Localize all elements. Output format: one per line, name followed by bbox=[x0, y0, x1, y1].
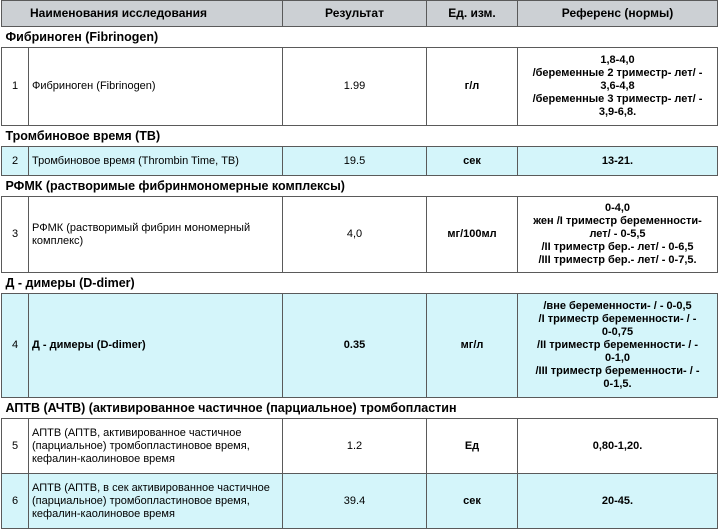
test-unit: г/л bbox=[427, 48, 518, 126]
test-unit: Ед bbox=[427, 419, 518, 474]
test-name: Д - димеры (D-dimer) bbox=[29, 294, 283, 398]
section-header bbox=[2, 126, 718, 147]
reference-line: 20-45. bbox=[601, 494, 634, 507]
reference-line: 13-21. bbox=[601, 154, 634, 167]
test-result: 19.5 bbox=[283, 147, 427, 176]
test-name: АПТВ (АПТВ, в сек активированное частичное (парциальное) тромбопластиновое время, кефалин-каолиновое время bbox=[29, 474, 283, 529]
section-title: Фибриноген (Fibrinogen) bbox=[2, 27, 718, 48]
table-row bbox=[2, 147, 718, 176]
reference-line: 0-1,0 bbox=[604, 352, 631, 364]
table-row bbox=[2, 419, 718, 474]
section-header bbox=[2, 398, 718, 419]
test-name: Фибриноген (Fibrinogen) bbox=[29, 48, 283, 126]
header-reference: Референс (нормы) bbox=[518, 1, 718, 27]
section-title: Тромбиновое время (ТВ) bbox=[2, 126, 718, 147]
table-row bbox=[2, 294, 718, 398]
test-name: АПТВ (АПТВ, активированное частичное (парциальное) тромбопластиновое время, кефалин-каолиновое время bbox=[29, 419, 283, 474]
test-name: Тромбиновое время (Thrombin Time, ТВ) bbox=[29, 147, 283, 176]
test-result: 39.4 bbox=[283, 474, 427, 529]
test-unit: мг/л bbox=[427, 294, 518, 398]
test-unit: сек bbox=[427, 474, 518, 529]
row-number: 6 bbox=[2, 474, 29, 529]
reference-line: /III триместр беременности- / - bbox=[535, 365, 700, 377]
reference-line: 0-0,75 bbox=[601, 326, 634, 338]
reference-line: 3,9-6,8. bbox=[598, 106, 637, 118]
header-result: Результат bbox=[283, 1, 427, 27]
reference-line: 3,6-4,8 bbox=[600, 80, 635, 92]
reference-line: /II триместр бер.- лет/ - 0-6,5 bbox=[541, 241, 694, 253]
row-number: 5 bbox=[2, 419, 29, 474]
row-number: 3 bbox=[2, 197, 29, 273]
test-result: 4,0 bbox=[283, 197, 427, 273]
test-reference bbox=[518, 294, 718, 398]
reference-line: жен /I триместр беременности- bbox=[533, 215, 702, 227]
header-row bbox=[2, 1, 718, 27]
reference-line: /беременные 2 триместр- лет/ - bbox=[532, 67, 703, 79]
test-reference bbox=[518, 48, 718, 126]
header-unit: Ед. изм. bbox=[427, 1, 518, 27]
table-row bbox=[2, 474, 718, 529]
table-row bbox=[2, 48, 718, 126]
reference-line: лет/ - 0-5,5 bbox=[589, 228, 646, 240]
reference-line: /I триместр беременности- / - bbox=[538, 313, 697, 325]
reference-line: 0-4,0 bbox=[604, 202, 631, 214]
row-number: 1 bbox=[2, 48, 29, 126]
row-number: 2 bbox=[2, 147, 29, 176]
test-result: 1.2 bbox=[283, 419, 427, 474]
reference-line: /вне беременности- / - 0-0,5 bbox=[543, 300, 692, 312]
reference-line: /II триместр беременности- / - bbox=[537, 339, 698, 351]
section-title: Д - димеры (D-dimer) bbox=[2, 273, 718, 294]
section-title: АПТВ (АЧТВ) (активированное частичное (парциальное) тромбопластин bbox=[2, 398, 718, 419]
header-name: Наименования исследования bbox=[2, 1, 283, 27]
test-reference bbox=[518, 419, 718, 474]
test-reference bbox=[518, 197, 718, 273]
test-unit: мг/100мл bbox=[427, 197, 518, 273]
test-name: РФМК (растворимый фибрин мономерный комплекс) bbox=[29, 197, 283, 273]
reference-line: 0,80-1,20. bbox=[592, 439, 643, 452]
reference-line: 1,8-4,0 bbox=[600, 54, 635, 66]
reference-line: /беременные 3 триместр- лет/ - bbox=[532, 93, 703, 105]
table-row bbox=[2, 197, 718, 273]
section-header bbox=[2, 176, 718, 197]
reference-line: 0-1,5. bbox=[603, 378, 632, 390]
test-result: 0.35 bbox=[283, 294, 427, 398]
test-unit: сек bbox=[427, 147, 518, 176]
test-reference bbox=[518, 147, 718, 176]
test-reference bbox=[518, 474, 718, 529]
row-number: 4 bbox=[2, 294, 29, 398]
lab-results-table bbox=[1, 0, 718, 529]
section-header bbox=[2, 273, 718, 294]
test-result: 1.99 bbox=[283, 48, 427, 126]
section-header bbox=[2, 27, 718, 48]
section-title: РФМК (растворимые фибринмономерные комплексы) bbox=[2, 176, 718, 197]
reference-line: /III триместр бер.- лет/ - 0-7,5. bbox=[538, 254, 697, 266]
